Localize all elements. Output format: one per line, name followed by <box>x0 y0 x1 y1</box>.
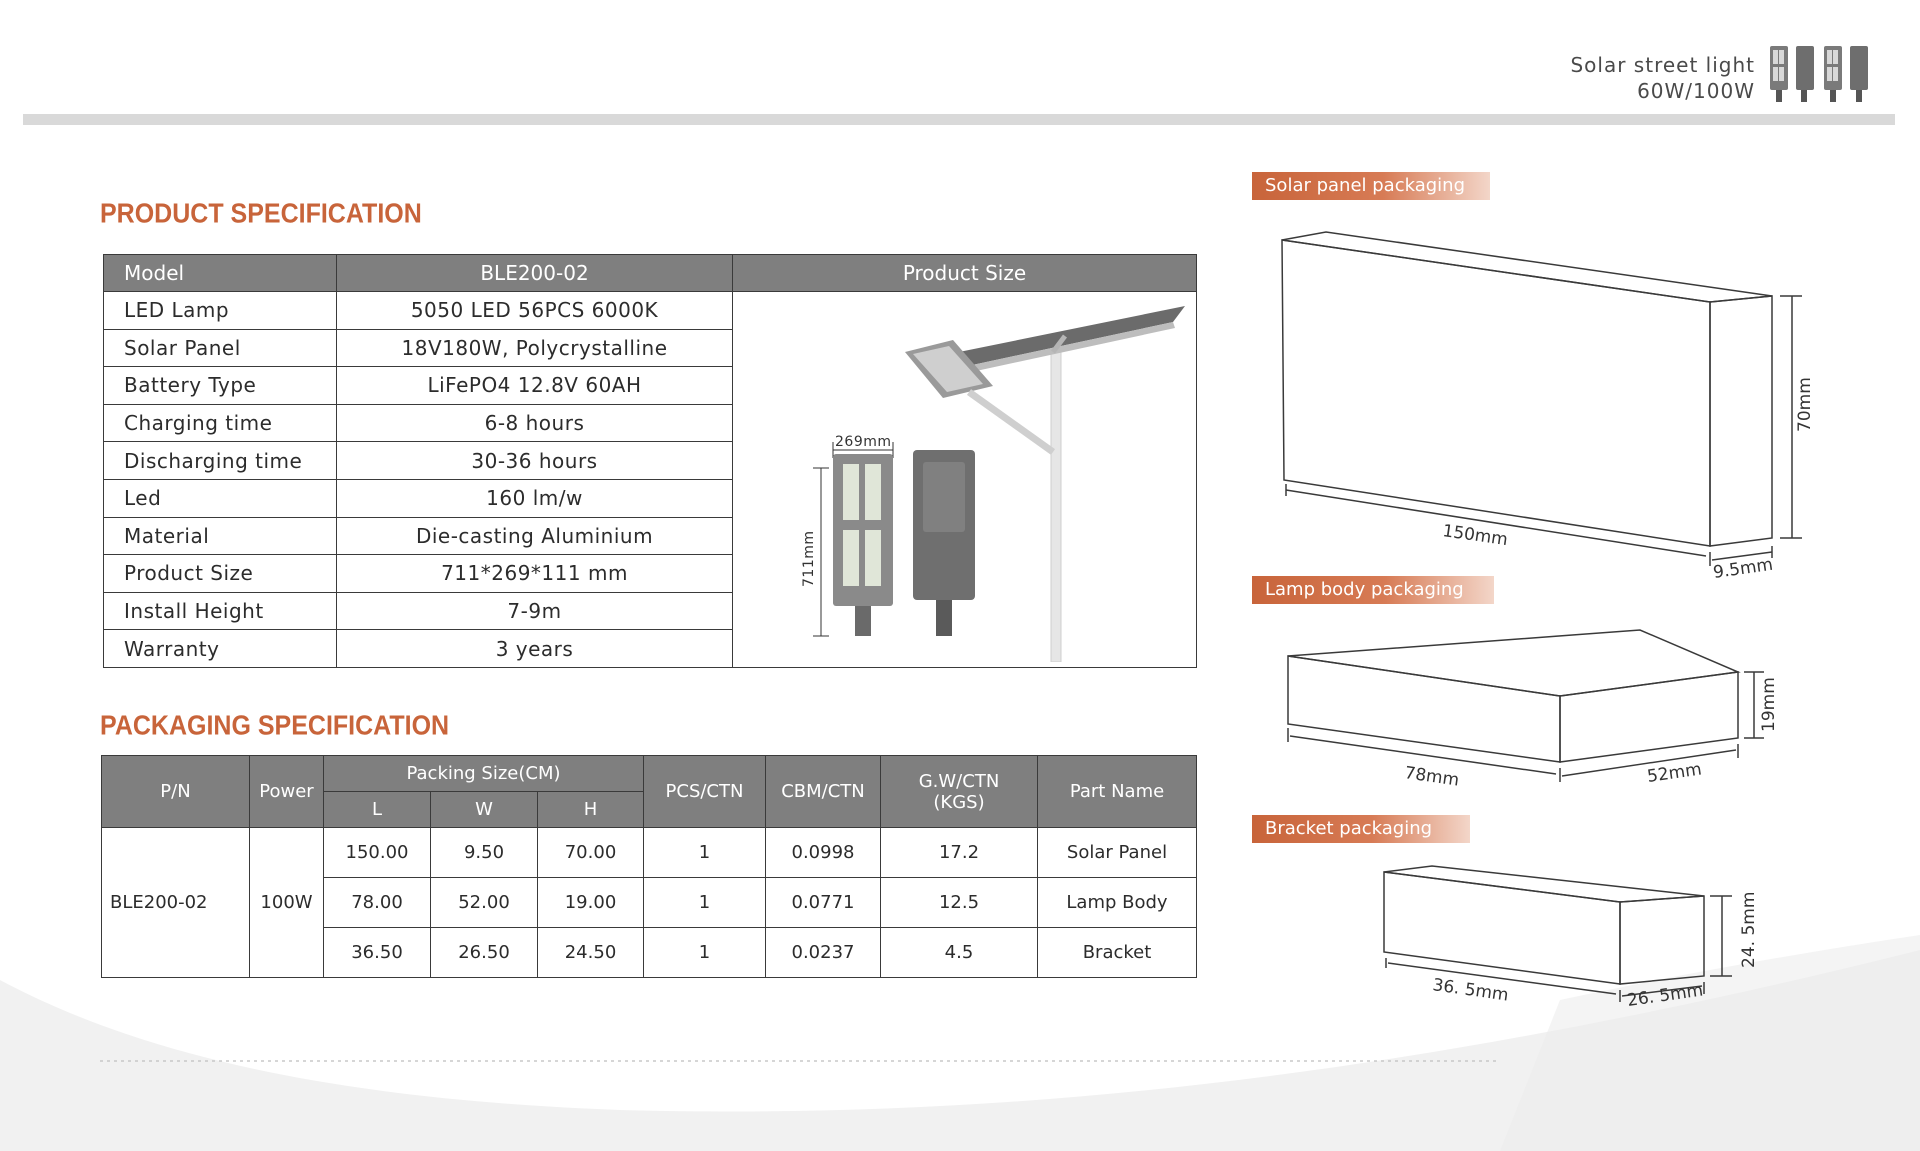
pack-header-h: H <box>538 792 644 828</box>
pack-header-pcs: PCS/CTN <box>644 756 766 828</box>
pack-cbm: 0.0771 <box>766 878 881 928</box>
solar-depth-dim: 9.5mm <box>1711 554 1775 583</box>
pack-w: 26.50 <box>431 928 538 978</box>
pack-l: 150.00 <box>324 828 431 878</box>
solar-length-dim: 150mm <box>1441 521 1510 551</box>
spec-value: 18V180W, Polycrystalline <box>337 329 733 367</box>
pack-h: 70.00 <box>538 828 644 878</box>
lamp-length-dim: 78mm <box>1403 763 1461 791</box>
solar-panel-packaging-label: Solar panel packaging <box>1252 172 1490 200</box>
spec-value: 6-8 hours <box>337 404 733 442</box>
spec-label: Led <box>104 479 337 517</box>
product-spec-title: PRODUCT SPECIFICATION <box>100 198 422 230</box>
lamp-body-packaging-label: Lamp body packaging <box>1252 576 1494 604</box>
image-width-dim: 269mm <box>835 434 892 450</box>
solar-height-dim: 70mm <box>1795 377 1815 432</box>
pack-header-part: Part Name <box>1038 756 1197 828</box>
spec-label: Charging time <box>104 404 337 442</box>
spec-label: Product Size <box>104 555 337 593</box>
pack-l: 78.00 <box>324 878 431 928</box>
spec-value: LiFePO4 12.8V 60AH <box>337 367 733 405</box>
pack-cbm: 0.0237 <box>766 928 881 978</box>
spec-value: 30-36 hours <box>337 442 733 480</box>
pack-pcs: 1 <box>644 928 766 978</box>
spec-header-label: Model <box>104 255 337 292</box>
pack-gw: 17.2 <box>881 828 1038 878</box>
pack-header-w: W <box>431 792 538 828</box>
pack-part: Lamp Body <box>1038 878 1197 928</box>
pack-power: 100W <box>250 828 324 978</box>
spec-label: Install Height <box>104 592 337 630</box>
pack-l: 36.50 <box>324 928 431 978</box>
pack-part: Solar Panel <box>1038 828 1197 878</box>
spec-value: 7-9m <box>337 592 733 630</box>
bracket-height-dim: 24. 5mm <box>1739 891 1759 968</box>
solar-box-drawing <box>1282 232 1802 566</box>
spec-label: Warranty <box>104 630 337 668</box>
spec-header-model: BLE200-02 <box>337 255 733 292</box>
bracket-packaging-label: Bracket packaging <box>1252 815 1470 843</box>
spec-value: 3 years <box>337 630 733 668</box>
pack-part: Bracket <box>1038 928 1197 978</box>
pack-header-cbm: CBM/CTN <box>766 756 881 828</box>
spec-label: Discharging time <box>104 442 337 480</box>
header-title-line1: Solar street light <box>1570 53 1755 77</box>
spec-value: 160 lm/w <box>337 479 733 517</box>
pack-h: 24.50 <box>538 928 644 978</box>
spec-label: LED Lamp <box>104 292 337 330</box>
pack-header-gw-line1: G.W/CTN <box>918 770 1000 792</box>
pack-header-pn: P/N <box>102 756 250 828</box>
bracket-depth-dim: 26. 5mm <box>1625 980 1705 1011</box>
bracket-length-dim: 36. 5mm <box>1431 975 1510 1006</box>
pack-w: 52.00 <box>431 878 538 928</box>
spec-value: Die-casting Aluminium <box>337 517 733 555</box>
pack-header-packing-size: Packing Size(CM) <box>324 756 644 792</box>
pack-gw: 12.5 <box>881 878 1038 928</box>
pack-header-l: L <box>324 792 431 828</box>
pack-gw: 4.5 <box>881 928 1038 978</box>
pack-cbm: 0.0998 <box>766 828 881 878</box>
spec-label: Material <box>104 517 337 555</box>
spec-header-image-col: Product Size <box>733 255 1197 292</box>
spec-label: Battery Type <box>104 367 337 405</box>
lamp-height-dim: 19mm <box>1759 677 1779 732</box>
pack-h: 19.00 <box>538 878 644 928</box>
spec-value: 711*269*111 mm <box>337 555 733 593</box>
spec-label: Solar Panel <box>104 329 337 367</box>
pack-pcs: 1 <box>644 878 766 928</box>
packaging-spec-title: PACKAGING SPECIFICATION <box>100 710 450 742</box>
pack-pcs: 1 <box>644 828 766 878</box>
pack-header-power: Power <box>250 756 324 828</box>
pack-w: 9.50 <box>431 828 538 878</box>
lamp-depth-dim: 52mm <box>1645 759 1703 787</box>
lamp-box-drawing <box>1288 630 1764 782</box>
header-title-line2: 60W/100W <box>1637 79 1755 103</box>
spec-value: 5050 LED 56PCS 6000K <box>337 292 733 330</box>
pack-pn: BLE200-02 <box>102 828 250 978</box>
image-height-dim: 711mm <box>801 530 817 587</box>
pack-header-gw-line2: (KGS) <box>933 791 985 813</box>
